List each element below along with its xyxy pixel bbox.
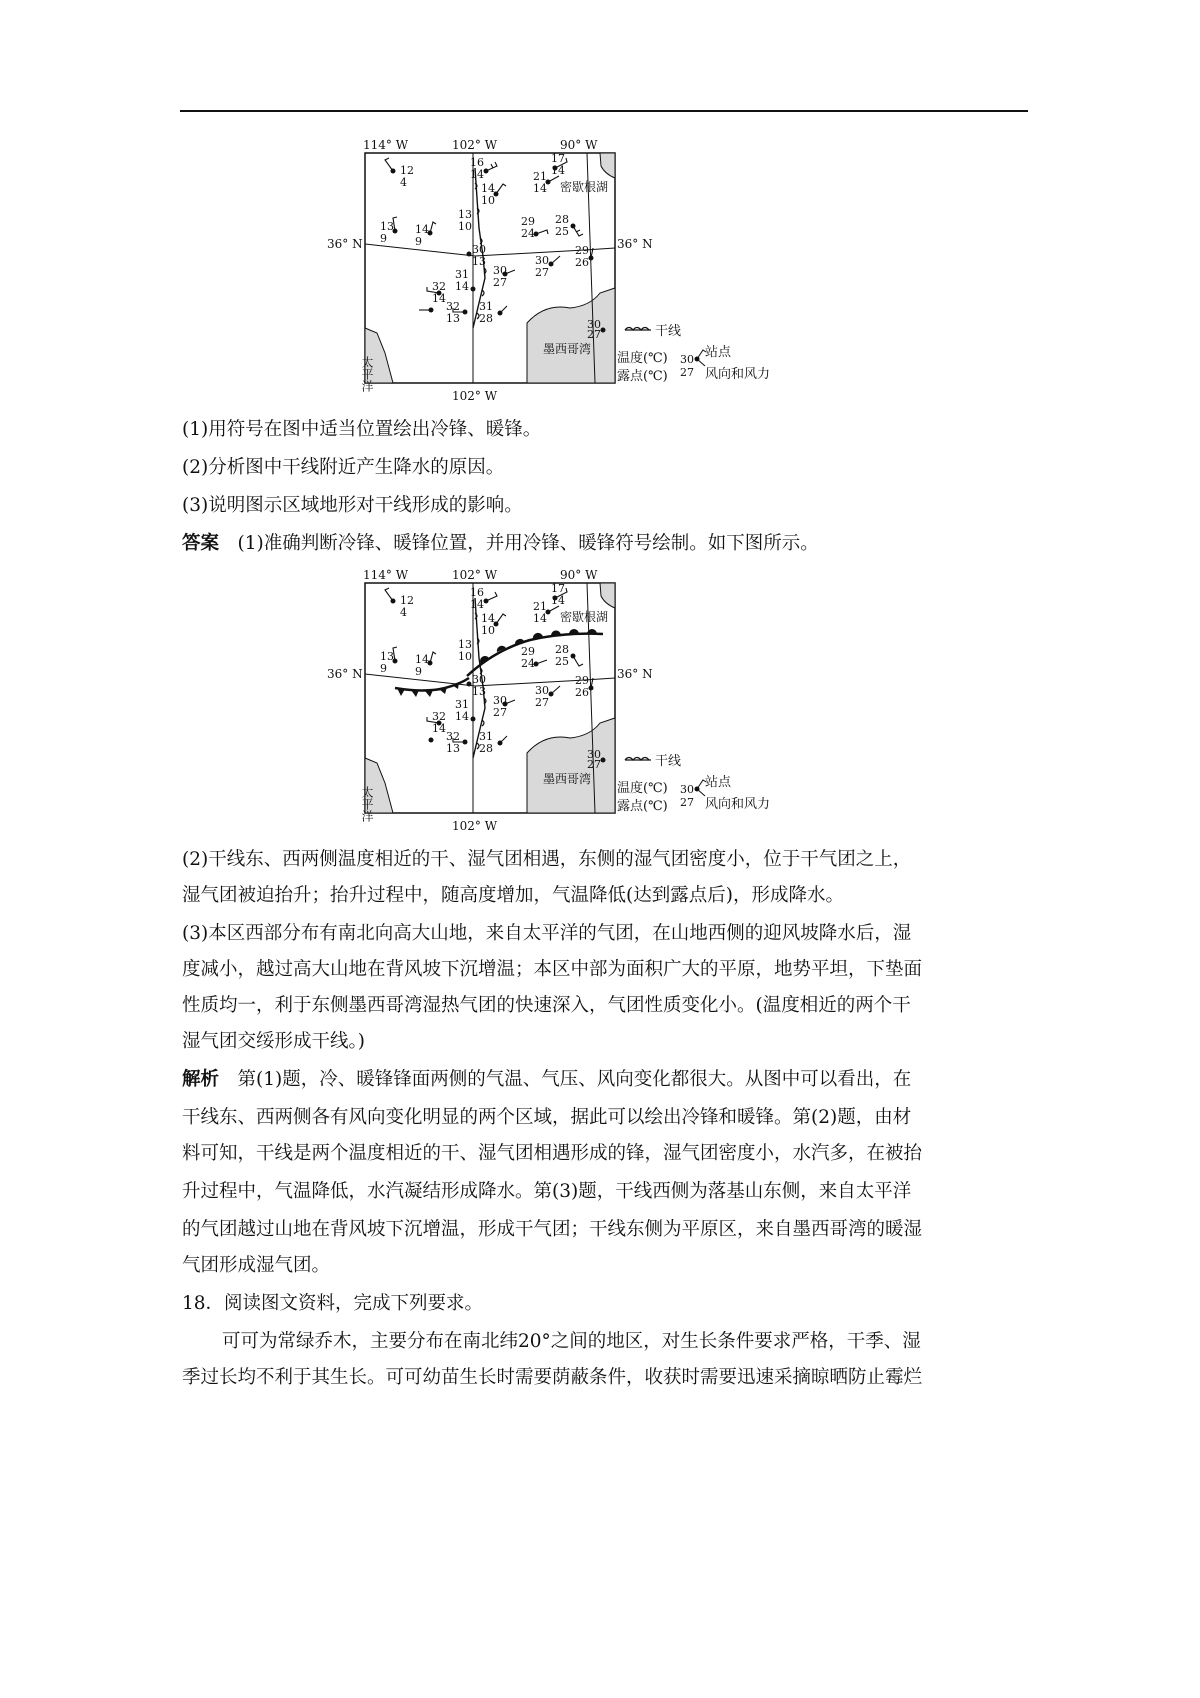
svg-text:13: 13 [380, 650, 394, 663]
analysis-first-line: 第(1)题，冷、暖锋锋面两侧的气温、气压、风向变化都很大。从图中可以看出，在 [237, 1069, 912, 1090]
svg-text:10: 10 [481, 194, 495, 207]
svg-text:16: 16 [470, 586, 484, 599]
svg-text:14: 14 [470, 598, 484, 611]
svg-text:30: 30 [493, 264, 507, 277]
svg-text:32: 32 [446, 730, 460, 743]
weather-map-figure [327, 138, 855, 418]
svg-text:14: 14 [432, 292, 446, 305]
svg-text:10: 10 [458, 650, 472, 663]
svg-text:14: 14 [533, 612, 547, 625]
answer-3-line-2: 度减小，越过高大山地在背风坡下沉增温；本区中部为面积广大的平原，地势平坦，下垫面 [182, 959, 923, 980]
svg-text:17: 17 [551, 582, 565, 595]
answer-1: (1)准确判断冷锋、暖锋位置，并用冷锋、暖锋符号绘制。如下图所示。 [237, 533, 819, 554]
svg-text:21: 21 [533, 600, 547, 613]
answer-2-line-1: (2)干线东、西两侧温度相近的干、湿气团相遇，东侧的湿气团密度小，位于干气团之上， [182, 849, 912, 870]
legend-t-val: 30 [680, 353, 694, 366]
answer-2-line-2: 湿气团被迫抬升；抬升过程中，随高度增加，气温降低(达到露点后)，形成降水。 [182, 885, 844, 906]
legend-dew: 露点(℃) [617, 369, 668, 384]
gulf-label: 墨西哥湾 [543, 772, 592, 786]
svg-text:14: 14 [455, 280, 469, 293]
legend-dew: 露点(℃) [617, 799, 668, 814]
legend-station: 站点 [705, 775, 732, 790]
svg-text:30: 30 [587, 748, 601, 761]
svg-text:13: 13 [380, 220, 394, 233]
svg-text:13: 13 [472, 685, 486, 698]
svg-text:30: 30 [587, 318, 601, 331]
svg-text:14: 14 [533, 182, 547, 195]
answer-line-1 [182, 532, 819, 556]
svg-text:10: 10 [481, 624, 495, 637]
svg-text:25: 25 [555, 655, 569, 668]
legend-d-val: 27 [680, 796, 694, 809]
svg-text:13: 13 [458, 208, 472, 221]
svg-text:17: 17 [551, 152, 565, 165]
weather-map-svg-2 [327, 568, 855, 848]
svg-text:28: 28 [555, 643, 569, 656]
weather-map-figure-with-fronts [327, 568, 855, 848]
svg-text:14: 14 [432, 722, 446, 735]
svg-text:30: 30 [535, 254, 549, 267]
svg-text:32: 32 [432, 280, 446, 293]
lon-label-90: 90° W [560, 138, 598, 152]
svg-text:31: 31 [455, 698, 469, 711]
lake-label: 密歇根湖 [560, 180, 609, 194]
answer-3-line-4: 湿气团交绥形成干线。) [182, 1031, 365, 1052]
analysis-line-2: 干线东、西两侧各有风向变化明显的两个区域，据此可以绘出冷锋和暖锋。第(2)题，由材 [182, 1107, 912, 1128]
svg-text:27: 27 [587, 328, 601, 341]
svg-text:32: 32 [446, 300, 460, 313]
analysis-line-5: 的气团越过山地在背风坡下沉增温，形成干气团；干线东侧为平原区，来自墨西哥湾的暖湿 [182, 1219, 923, 1240]
svg-text:12: 12 [400, 594, 414, 607]
svg-text:13: 13 [446, 312, 460, 325]
analysis-line-1 [182, 1068, 911, 1092]
svg-text:26: 26 [575, 256, 589, 269]
svg-text:14: 14 [481, 182, 495, 195]
svg-text:26: 26 [575, 686, 589, 699]
header-rule [180, 110, 1028, 112]
lon-label-bottom: 102° W [452, 389, 498, 403]
svg-text:14: 14 [455, 710, 469, 723]
ocean-label: 太平洋 [360, 356, 374, 392]
svg-text:14: 14 [551, 594, 565, 607]
legend-temp: 温度(℃) [617, 781, 668, 796]
svg-text:31: 31 [479, 730, 493, 743]
lat-label-right: 36° N [617, 237, 653, 251]
question-2: (2)分析图中干线附近产生降水的原因。 [182, 457, 505, 478]
legend-dryline: 干线 [655, 324, 682, 339]
svg-text:30: 30 [493, 694, 507, 707]
analysis-line-4: 升过程中，气温降低，水汽凝结形成降水。第(3)题，干线西侧为落基山东侧，来自太平洋 [182, 1181, 912, 1202]
svg-text:12: 12 [400, 164, 414, 177]
answer-3-line-1: (3)本区西部分布有南北向高大山地，来自太平洋的气团，在山地西侧的迎风坡降水后，湿 [182, 923, 912, 944]
svg-text:31: 31 [479, 300, 493, 313]
svg-text:28: 28 [555, 213, 569, 226]
legend-t-val: 30 [680, 783, 694, 796]
svg-text:28: 28 [479, 312, 493, 325]
svg-text:29: 29 [521, 215, 535, 228]
svg-text:24: 24 [521, 227, 535, 240]
svg-text:4: 4 [400, 606, 407, 619]
gulf-label: 墨西哥湾 [543, 342, 592, 356]
legend-wind: 风向和风力 [705, 367, 771, 382]
question-18-line-2: 季过长均不利于其生长。可可幼苗生长时需要荫蔽条件，收获时需要迅速采摘晾晒防止霉烂 [182, 1367, 923, 1388]
question-18-line-1: 可可为常绿乔木，主要分布在南北纬20°之间的地区，对生长条件要求严格，干季、湿 [222, 1331, 921, 1352]
svg-text:14: 14 [415, 223, 429, 236]
lat-label-left: 36° N [327, 237, 363, 251]
svg-text:29: 29 [521, 645, 535, 658]
lon-label-bottom: 102° W [452, 819, 498, 833]
lon-label-102: 102° W [452, 138, 498, 152]
svg-text:29: 29 [575, 244, 589, 257]
lon-label-114: 114° W [363, 138, 409, 152]
weather-map-svg [327, 138, 855, 418]
question-3: (3)说明图示区域地形对干线形成的影响。 [182, 495, 523, 516]
svg-text:14: 14 [481, 612, 495, 625]
lake-label: 密歇根湖 [560, 610, 609, 624]
svg-text:14: 14 [470, 168, 484, 181]
svg-text:32: 32 [432, 710, 446, 723]
lon-label-114: 114° W [363, 568, 409, 582]
svg-text:25: 25 [555, 225, 569, 238]
svg-text:29: 29 [575, 674, 589, 687]
svg-text:24: 24 [521, 657, 535, 670]
svg-text:27: 27 [493, 706, 507, 719]
svg-text:21: 21 [533, 170, 547, 183]
lat-label-right: 36° N [617, 667, 653, 681]
question-1: (1)用符号在图中适当位置绘出冷锋、暖锋。 [182, 419, 542, 440]
legend-wind: 风向和风力 [705, 797, 771, 812]
svg-text:28: 28 [479, 742, 493, 755]
svg-text:30: 30 [535, 684, 549, 697]
legend-station: 站点 [705, 345, 732, 360]
analysis-line-3: 料可知，干线是两个温度相近的干、湿气团相遇形成的锋，湿气团密度小，水汽多，在被抬 [182, 1143, 923, 1164]
lon-label-102: 102° W [452, 568, 498, 582]
analysis-line-6: 气团形成湿气团。 [182, 1255, 331, 1276]
svg-text:13: 13 [472, 255, 486, 268]
question-18-title: 18．阅读图文资料，完成下列要求。 [182, 1293, 484, 1314]
lat-label-left: 36° N [327, 667, 363, 681]
legend-dryline: 干线 [655, 754, 682, 769]
answer-label: 答案 [182, 533, 220, 554]
svg-text:9: 9 [415, 235, 422, 248]
svg-text:9: 9 [380, 662, 387, 675]
svg-text:27: 27 [535, 696, 549, 709]
svg-text:14: 14 [551, 164, 565, 177]
svg-text:27: 27 [587, 758, 601, 771]
svg-text:31: 31 [455, 268, 469, 281]
svg-text:30: 30 [472, 243, 486, 256]
svg-text:9: 9 [380, 232, 387, 245]
svg-text:30: 30 [472, 673, 486, 686]
answer-3-line-3: 性质均一，利于东侧墨西哥湾湿热气团的快速深入，气团性质变化小。(温度相近的两个干 [182, 995, 911, 1016]
lon-label-90: 90° W [560, 568, 598, 582]
svg-text:9: 9 [415, 665, 422, 678]
ocean-label: 太平洋 [360, 786, 374, 822]
svg-text:14: 14 [415, 653, 429, 666]
svg-text:10: 10 [458, 220, 472, 233]
analysis-label: 解析 [182, 1069, 220, 1090]
legend-temp: 温度(℃) [617, 351, 668, 366]
legend-d-val: 27 [680, 366, 694, 379]
svg-text:13: 13 [458, 638, 472, 651]
svg-text:4: 4 [400, 176, 407, 189]
svg-text:27: 27 [535, 266, 549, 279]
svg-text:16: 16 [470, 156, 484, 169]
svg-text:13: 13 [446, 742, 460, 755]
svg-text:27: 27 [493, 276, 507, 289]
